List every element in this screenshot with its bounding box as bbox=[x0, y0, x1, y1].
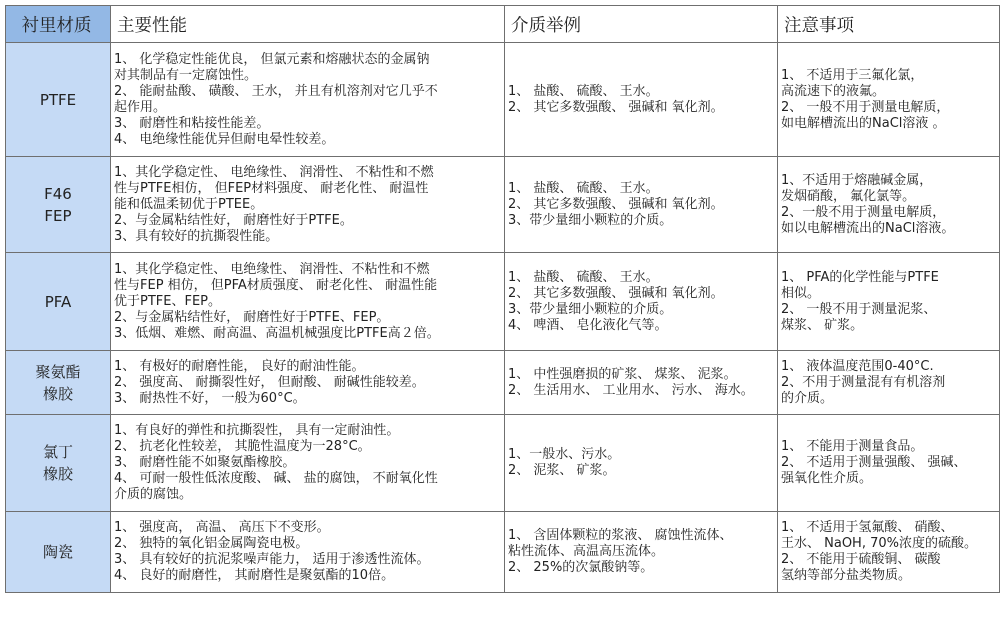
performance-cell-line: 3、 耐磨性和粘接性能差。 bbox=[114, 115, 270, 131]
notes-cell-line: 强氧化性介质。 bbox=[781, 471, 873, 486]
performance-cell bbox=[111, 512, 505, 593]
table-row bbox=[6, 512, 1000, 593]
performance-cell-line: 2、 能耐盐酸、 磺酸、 王水， 并且有机溶剂对它几乎不 bbox=[114, 83, 438, 99]
performance-cell-line: 2、 独特的氧化铝金属陶瓷电极。 bbox=[114, 536, 309, 551]
performance-cell bbox=[111, 253, 505, 351]
performance-cell-line: 4、 可耐一般性低浓度酸、 碱、 盐的腐蚀， 不耐氧化性 bbox=[114, 471, 438, 486]
performance-cell-line: 性与FEP 相仿， 但PFA材质强度、 耐老化性、 耐温性能 bbox=[114, 277, 438, 293]
notes-cell-line: 的介质。 bbox=[781, 390, 834, 406]
notes-cell-line: 1、 不能用于测量食品。 bbox=[781, 439, 924, 454]
notes-cell bbox=[778, 253, 1000, 351]
performance-cell-line: 1、其化学稳定性、 电绝缘性、 润滑性、 不粘性和不燃 bbox=[114, 164, 434, 180]
performance-cell-line: 2、 强度高、 耐撕裂性好， 但耐酸、 耐碱性能较差。 bbox=[114, 374, 425, 390]
notes-cell-line: 2、 一般不用于测量电解质， bbox=[781, 99, 950, 115]
table-row bbox=[6, 415, 1000, 512]
material-name bbox=[6, 512, 111, 593]
table-row bbox=[6, 43, 1000, 157]
media-examples-cell-line: 3、带少量细小颗粒的介质。 bbox=[508, 212, 673, 228]
performance-cell bbox=[111, 157, 505, 253]
notes-cell-line: 王水、 NaOH, 70%浓度的硫酸。 bbox=[781, 536, 977, 551]
notes-cell-line: 煤浆、 矿浆。 bbox=[781, 317, 864, 333]
notes-cell-line: 2、 不能用于硫酸铜、 碳酸 bbox=[781, 552, 941, 567]
material-name-line: 陶瓷 bbox=[42, 543, 73, 561]
performance-cell-line: 3、具有较好的抗撕裂性能。 bbox=[114, 228, 279, 244]
notes-cell-line: 高流速下的液氟。 bbox=[781, 83, 886, 99]
material-name-line: F46 bbox=[44, 184, 72, 203]
notes-cell-line: 2、 不适用于测量强酸、 强碱、 bbox=[781, 455, 967, 470]
performance-cell-line: 2、 抗老化性较差， 其脆性温度为一28°C。 bbox=[114, 439, 371, 454]
performance-cell-line: 能和低温柔韧优于PTEE。 bbox=[114, 196, 264, 212]
notes-cell bbox=[778, 157, 1000, 253]
material-name bbox=[6, 415, 111, 512]
media-examples-cell bbox=[505, 253, 778, 351]
material-name bbox=[6, 253, 111, 351]
notes-cell-line: 发烟硝酸， 氟化氯等。 bbox=[781, 188, 916, 204]
material-name bbox=[6, 157, 111, 253]
performance-cell-line: 起作用。 bbox=[114, 99, 167, 115]
performance-cell-line: 1、有良好的弹性和抗撕裂性， 具有一定耐油性。 bbox=[114, 423, 400, 438]
material-name-line: PFA bbox=[44, 292, 72, 311]
media-examples-cell-line: 2、 生活用水、 工业用水、 污水、 海水。 bbox=[508, 382, 754, 398]
media-examples-cell bbox=[505, 415, 778, 512]
header-main-performance: 主要性能 bbox=[111, 6, 505, 43]
performance-cell-line: 3、低烟、难燃、耐高温、高温机械强度比PTFE高２倍。 bbox=[114, 325, 440, 341]
media-examples-cell-line: 2、 泥浆、 矿浆。 bbox=[508, 463, 616, 478]
notes-cell-line: 2、不用于测量混有有机溶剂 bbox=[781, 374, 946, 390]
media-examples-cell-line: 1、一般水、污水。 bbox=[508, 447, 621, 462]
table-row bbox=[6, 351, 1000, 415]
media-examples-cell-line: 2、 25%的次氯酸钠等。 bbox=[508, 560, 654, 575]
media-examples-cell-line: 3、带少量细小颗粒的介质。 bbox=[508, 301, 673, 317]
notes-cell-line: 2、一般不用于测量电解质， bbox=[781, 204, 946, 220]
table-row bbox=[6, 157, 1000, 253]
performance-cell-line: 介质的腐蚀。 bbox=[114, 487, 193, 502]
media-examples-cell-line: 2、 其它多数强酸、 强碱和 氧化剂。 bbox=[508, 285, 724, 301]
notes-cell-line: 相似。 bbox=[781, 285, 821, 301]
notes-cell-line: 如电解槽流出的NaCl溶液 。 bbox=[781, 115, 946, 131]
performance-cell-line: 4、 电绝缘性能优异但耐电晕性较差。 bbox=[114, 131, 335, 147]
material-name-line: PTFE bbox=[39, 90, 77, 109]
table-row bbox=[6, 253, 1000, 351]
media-examples-cell-line: 2、 其它多数强酸、 强碱和 氧化剂。 bbox=[508, 99, 724, 115]
header-lining-material: 衬里材质 bbox=[6, 6, 111, 43]
performance-cell-line: 1、 有极好的耐磨性能， 良好的耐油性能。 bbox=[114, 358, 365, 374]
performance-cell-line: 4、 良好的耐磨性， 其耐磨性是聚氨酯的10倍。 bbox=[114, 568, 395, 583]
media-examples-cell-line: 1、 盐酸、 硫酸、 王水。 bbox=[508, 269, 659, 285]
media-examples-cell bbox=[505, 43, 778, 157]
notes-cell-line: 2、 一般不用于测量泥浆、 bbox=[781, 301, 937, 317]
media-examples-cell-line: 1、 盐酸、 硫酸、 王水。 bbox=[508, 180, 659, 196]
performance-cell-line: 性与PTFE相仿， 但FEP材料强度、 耐老化性、 耐温性 bbox=[114, 180, 429, 196]
material-name-line: 氯丁 bbox=[42, 443, 73, 461]
table-header-row bbox=[6, 6, 1000, 43]
performance-cell-line: 3、 耐热性不好， 一般为60°C。 bbox=[114, 390, 306, 406]
media-examples-cell bbox=[505, 351, 778, 415]
notes-cell bbox=[778, 512, 1000, 593]
notes-cell-line: 氢纳等部分盐类物质。 bbox=[781, 568, 912, 583]
performance-cell-line: 对其制品有一定腐蚀性。 bbox=[114, 67, 258, 83]
performance-cell bbox=[111, 351, 505, 415]
material-name bbox=[6, 43, 111, 157]
notes-cell-line: 如以电解槽流出的NaCl溶液。 bbox=[781, 220, 955, 236]
performance-cell bbox=[111, 43, 505, 157]
media-examples-cell bbox=[505, 157, 778, 253]
lining-material-table bbox=[5, 5, 1000, 593]
notes-cell-line: 1、 不适用于三氟化氯， bbox=[781, 67, 924, 83]
notes-cell-line: 1、 不适用于氢氟酸、 硝酸、 bbox=[781, 520, 954, 535]
performance-cell bbox=[111, 415, 505, 512]
performance-cell-line: 3、 具有较好的抗泥浆噪声能力， 适用于渗透性流体。 bbox=[114, 552, 430, 567]
performance-cell-line: 3、 耐磨性能不如聚氨酯橡胶。 bbox=[114, 455, 296, 470]
material-name-line: 聚氨酯 bbox=[35, 362, 81, 381]
material-name-line: 橡胶 bbox=[42, 465, 73, 483]
media-examples-cell-line: 粘性流体、高温高压流体。 bbox=[508, 544, 665, 559]
performance-cell-line: 优于PTFE、FEP。 bbox=[114, 293, 222, 309]
material-name-line: 橡胶 bbox=[42, 384, 73, 403]
notes-cell-line: 1、不适用于熔融碱金属， bbox=[781, 172, 933, 188]
media-examples-cell-line: 1、 中性强磨损的矿浆、 煤浆、 泥浆。 bbox=[508, 366, 737, 382]
media-examples-cell-line: 2、 其它多数强酸、 强碱和 氧化剂。 bbox=[508, 196, 724, 212]
material-name bbox=[6, 351, 111, 415]
media-examples-cell-line: 1、 盐酸、 硫酸、 王水。 bbox=[508, 83, 659, 99]
performance-cell-line: 2、与金属粘结性好， 耐磨性好于PTFE、FEP。 bbox=[114, 309, 390, 325]
media-examples-cell-line: 1、 含固体颗粒的浆液、 腐蚀性流体、 bbox=[508, 528, 733, 543]
notes-cell bbox=[778, 415, 1000, 512]
notes-cell bbox=[778, 351, 1000, 415]
performance-cell-line: 1、 强度高， 高温、 高压下不变形。 bbox=[114, 520, 330, 535]
header-media-examples: 介质举例 bbox=[505, 6, 778, 43]
performance-cell-line: 2、与金属粘结性好， 耐磨性好于PTFE。 bbox=[114, 212, 353, 228]
performance-cell-line: 1、其化学稳定性、 电绝缘性、 润滑性、不粘性和不燃 bbox=[114, 261, 430, 277]
notes-cell-line: 1、 液体温度范围0-40°C. bbox=[781, 358, 934, 374]
notes-cell-line: 1、 PFA的化学性能与PTFE bbox=[781, 269, 939, 285]
notes-cell bbox=[778, 43, 1000, 157]
performance-cell-line: 1、 化学稳定性能优良， 但氯元素和熔融状态的金属钠 bbox=[114, 51, 430, 67]
header-notes: 注意事项 bbox=[778, 6, 1000, 43]
material-name-line: FEP bbox=[44, 206, 72, 225]
media-examples-cell-line: 4、 啤酒、 皂化液化气等。 bbox=[508, 317, 668, 333]
media-examples-cell bbox=[505, 512, 778, 593]
